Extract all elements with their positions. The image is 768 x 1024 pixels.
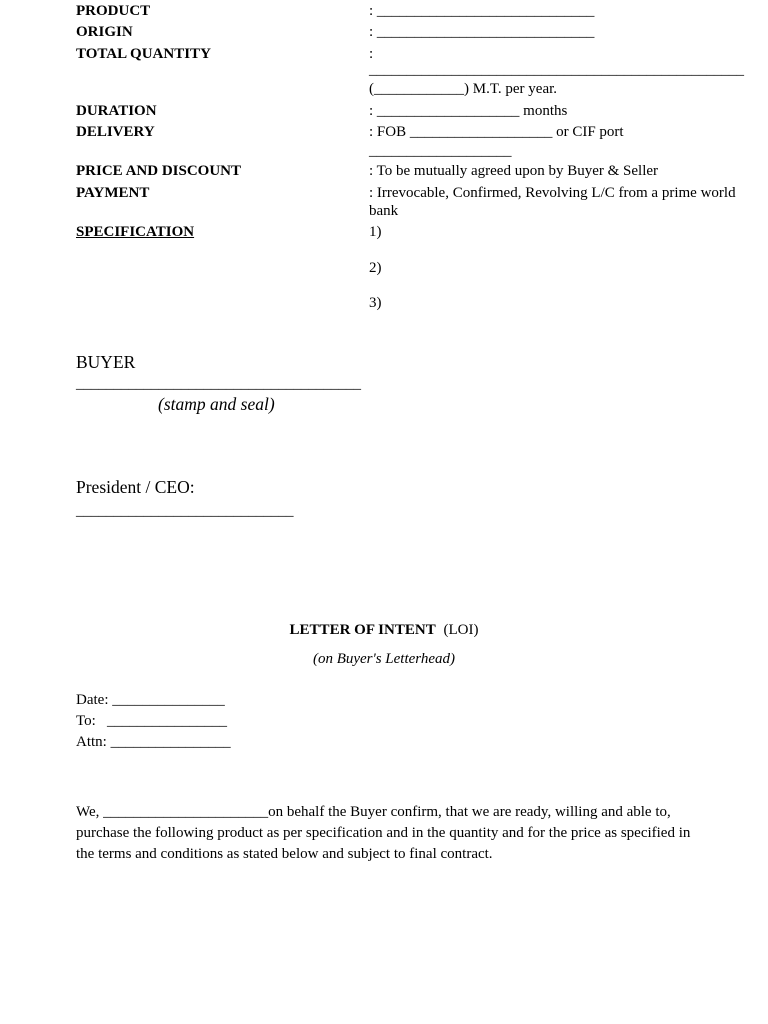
delivery-label: DELIVERY	[76, 124, 155, 140]
president-ceo-label: President / CEO:	[76, 477, 195, 497]
duration-label: DURATION	[76, 103, 157, 119]
buyer-label: BUYER	[76, 352, 136, 372]
president-signature-line: _____________________________	[76, 503, 294, 519]
specification-label: SPECIFICATION	[76, 224, 195, 240]
payment-value: : Irrevocable, Confirmed, Revolving L/C from a prime world bank	[369, 185, 736, 219]
delivery-value: : FOB ___________________ or CIF port	[369, 124, 624, 140]
spec-item-2: 2)	[369, 260, 382, 276]
total-quantity-label: TOTAL QUANTITY	[76, 46, 211, 62]
price-discount-label: PRICE AND DISCOUNT	[76, 163, 242, 179]
payment-label: PAYMENT	[76, 185, 150, 201]
price-discount-value: : To be mutually agreed upon by Buyer & Seller	[369, 163, 659, 179]
loi-subtitle: (on Buyer's Letterhead)	[312, 651, 456, 667]
buyer-signature-line: ______________________________________	[76, 376, 361, 392]
origin-label: ORIGIN	[76, 24, 133, 40]
loi-title-text: LETTER OF INTENT	[289, 622, 436, 638]
loi-title	[0, 620, 768, 641]
duration-value: : ___________________ months	[369, 103, 568, 119]
spec-item-3: 3)	[369, 295, 382, 311]
date-line: Date: _______________	[76, 692, 225, 708]
loi-title-abbr: (LOI)	[443, 622, 479, 638]
total-quantity-blank-line: __________________________________________________	[369, 62, 744, 78]
product-value: : _____________________________	[369, 3, 595, 19]
total-quantity-value: :	[369, 46, 374, 62]
product-label: PRODUCT	[76, 3, 151, 19]
origin-value: : _____________________________	[369, 24, 595, 40]
attn-line: Attn: ________________	[76, 734, 231, 750]
to-line: To: ________________	[76, 713, 228, 729]
stamp-seal-note: (stamp and seal)	[158, 394, 275, 414]
delivery-blank-line: ___________________	[369, 143, 512, 159]
total-quantity-per-year: (____________) M.T. per year.	[369, 81, 558, 97]
spec-item-1: 1)	[369, 224, 382, 240]
loi-body-paragraph: We, ______________________on behalf the Buyer confirm, that we are ready, willing and able to, purchase the following product as per specification and in the quantity and for the price as specified in the terms and conditions as stated below and subject to final contract.	[76, 804, 691, 862]
